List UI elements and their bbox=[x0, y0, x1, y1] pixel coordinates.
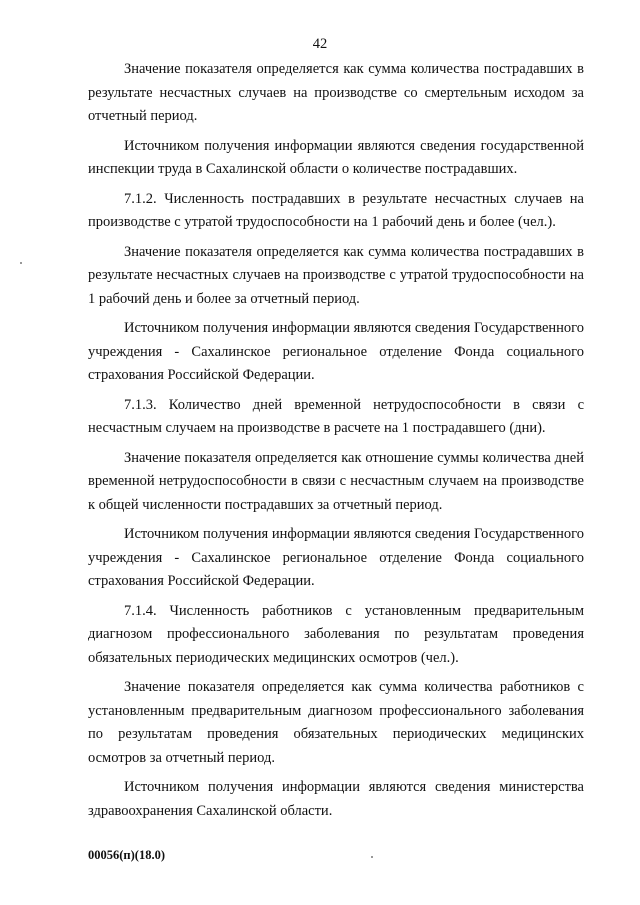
paragraph-source-social-insurance: Источником получения информации являются сведения Государственного учреждения - Сахалинское региональное отделение Фонда социального страхования Российской Федерации. bbox=[88, 320, 584, 383]
paragraph-value-disability: Значение показателя определяется как сумма количества пострадавших в результате несчастных случаев на производстве с утратой трудоспособности на 1 рабочий день и более за отчетный период. bbox=[88, 243, 584, 307]
document-body bbox=[88, 58, 584, 829]
paragraph-value-occupational: Значение показателя определяется как сумма количества работников с установленным предварительным диагнозом профессионального заболевания по результатам проведения обязательных периодических медицинских осмотров за отчетный период. bbox=[88, 679, 584, 766]
page-number: 42 bbox=[312, 36, 328, 52]
paragraph-source-social-insurance-2: Источником получения информации являются сведения Государственного учреждения - Сахалинское региональное отделение Фонда социального страхования Российской Федерации. bbox=[88, 526, 584, 589]
scan-artifact bbox=[20, 262, 22, 264]
paragraph-value-sick-days: Значение показателя определяется как отношение суммы количества дней временной нетрудоспособности в связи с несчастным случаем на производстве к общей численности пострадавших за отчетный период. bbox=[88, 449, 584, 513]
paragraph-source-labor-inspection: Источником получения информации являются сведения государственной инспекции труда в Сахалинской области о количестве пострадавших. bbox=[88, 137, 584, 177]
scan-artifact bbox=[371, 856, 373, 858]
paragraph-heading-7-1-4: 7.1.4. Численность работников с установленным предварительным диагнозом профессионального заболевания по результатам проведения обязательных периодических медицинских осмотров (чел.). bbox=[88, 602, 584, 666]
paragraph-heading-7-1-2: 7.1.2. Численность пострадавших в результате несчастных случаев на производстве с утратой трудоспособности на 1 рабочий день и более (чел.). bbox=[88, 190, 584, 230]
paragraph-value-fatal: Значение показателя определяется как сумма количества пострадавших в результате несчастных случаев на производстве со смертельным исходом за отчетный период. bbox=[88, 61, 584, 124]
paragraph-source-health-ministry: Источником получения информации являются сведения министерства здравоохранения Сахалинской области. bbox=[88, 779, 584, 819]
paragraph-heading-7-1-3: 7.1.3. Количество дней временной нетрудоспособности в связи с несчастным случаем на производстве в расчете на 1 пострадавшего (дни). bbox=[88, 396, 584, 436]
document-code: 00056(п)(18.0) bbox=[88, 848, 165, 862]
